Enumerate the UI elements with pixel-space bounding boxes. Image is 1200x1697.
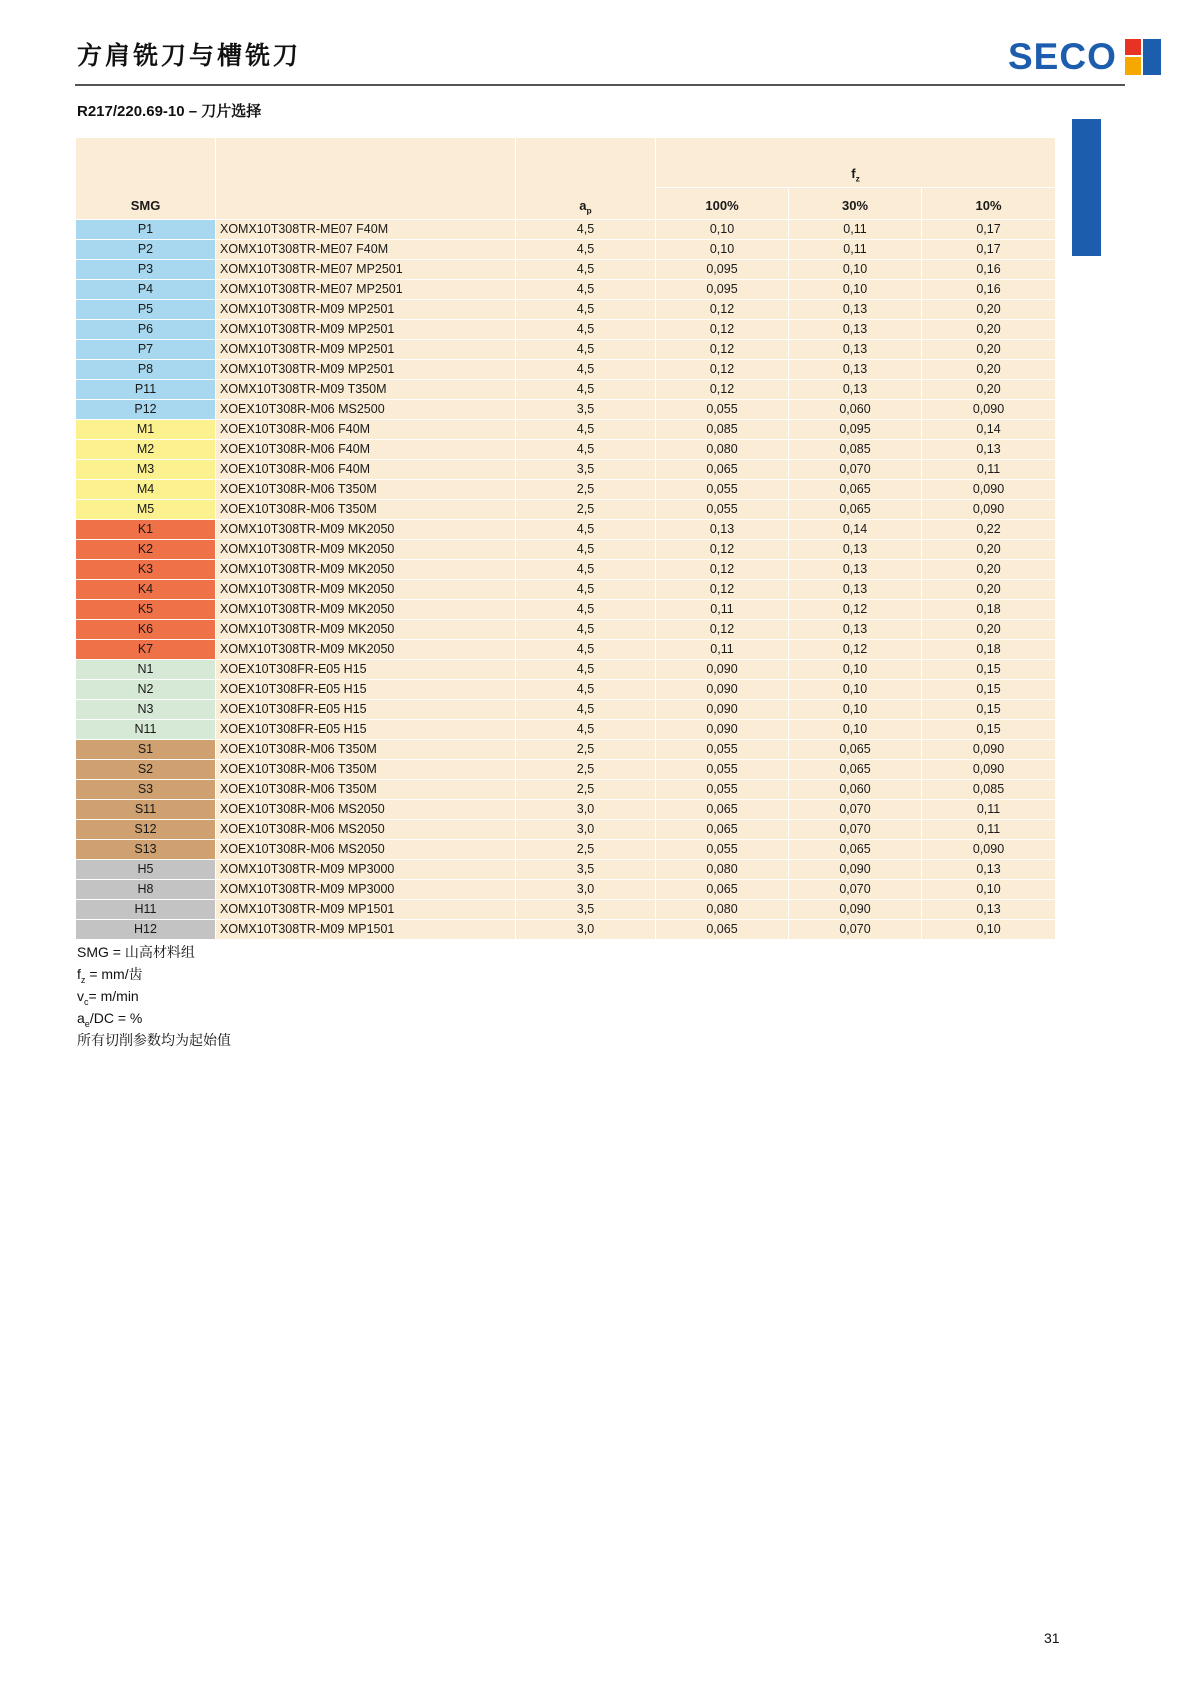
fz-100-cell: 0,090 [656, 680, 789, 700]
footnote-base: SMG [77, 944, 109, 960]
smg-cell: K5 [76, 600, 216, 620]
smg-cell: N3 [76, 700, 216, 720]
ap-header-sub: p [586, 205, 592, 216]
fz-10-cell: 0,090 [922, 740, 1056, 760]
ap-cell: 4,5 [516, 440, 656, 460]
fz-30-cell: 0,11 [789, 220, 922, 240]
ap-cell: 4,5 [516, 260, 656, 280]
fz-100-cell: 0,12 [656, 380, 789, 400]
fz-100-cell: 0,12 [656, 320, 789, 340]
table-row [76, 240, 1056, 260]
ap-cell: 4,5 [516, 600, 656, 620]
footnote-sub: e [84, 1018, 90, 1029]
footnote-line [77, 941, 231, 963]
smg-cell: P12 [76, 400, 216, 420]
ap-cell: 4,5 [516, 240, 656, 260]
ap-cell: 4,5 [516, 520, 656, 540]
insert-name-cell: XOEX10T308R-M06 MS2500 [216, 400, 516, 420]
fz-100-cell: 0,11 [656, 600, 789, 620]
smg-cell: M4 [76, 480, 216, 500]
ap-cell: 3,5 [516, 460, 656, 480]
header-divider [75, 84, 1125, 86]
table-row [76, 400, 1056, 420]
fz-10-cell: 0,17 [922, 240, 1056, 260]
seco-logo-mark-icon [1125, 39, 1161, 75]
fz-30-cell: 0,065 [789, 740, 922, 760]
fz-30-cell: 0,065 [789, 500, 922, 520]
fz-10-cell: 0,16 [922, 260, 1056, 280]
table-row [76, 860, 1056, 880]
fz-100-cell: 0,080 [656, 900, 789, 920]
fz-10-cell: 0,14 [922, 420, 1056, 440]
table-row [76, 780, 1056, 800]
fz-30-cell: 0,13 [789, 380, 922, 400]
fz-30-cell: 0,090 [789, 860, 922, 880]
smg-cell: P11 [76, 380, 216, 400]
table-row [76, 660, 1056, 680]
smg-column-header: SMG [76, 138, 216, 220]
ap-cell: 4,5 [516, 720, 656, 740]
smg-cell: K7 [76, 640, 216, 660]
footnote-rest: = 山高材料组 [108, 944, 195, 960]
footnote-rest: /DC = % [89, 1010, 143, 1026]
fz-10-cell: 0,22 [922, 520, 1056, 540]
fz-100-cell: 0,055 [656, 760, 789, 780]
fz-100-cell: 0,13 [656, 520, 789, 540]
fz-10-cell: 0,090 [922, 480, 1056, 500]
fz-10-cell: 0,15 [922, 660, 1056, 680]
smg-cell: K4 [76, 580, 216, 600]
ap-cell: 3,5 [516, 400, 656, 420]
fz-10-cell: 0,11 [922, 460, 1056, 480]
fz-10-cell: 0,090 [922, 760, 1056, 780]
fz-100-cell: 0,085 [656, 420, 789, 440]
fz-100-cell: 0,080 [656, 440, 789, 460]
fz-100-cell: 0,090 [656, 700, 789, 720]
smg-cell: H5 [76, 860, 216, 880]
fz-100-cell: 0,055 [656, 400, 789, 420]
fz-10-cell: 0,090 [922, 400, 1056, 420]
footnote-line [77, 963, 231, 985]
fz-30-cell: 0,065 [789, 840, 922, 860]
fz-100-cell: 0,065 [656, 820, 789, 840]
table-row [76, 560, 1056, 580]
smg-cell: P6 [76, 320, 216, 340]
ap-cell: 4,5 [516, 320, 656, 340]
ap-cell: 4,5 [516, 640, 656, 660]
fz-30-cell: 0,13 [789, 540, 922, 560]
fz-30-cell: 0,13 [789, 320, 922, 340]
table-row [76, 460, 1056, 480]
fz-100-cell: 0,055 [656, 500, 789, 520]
fz-10-cell: 0,13 [922, 440, 1056, 460]
fz-30-cell: 0,10 [789, 680, 922, 700]
table-row [76, 380, 1056, 400]
smg-cell: P4 [76, 280, 216, 300]
insert-name-cell: XOEX10T308R-M06 T350M [216, 500, 516, 520]
smg-cell: S13 [76, 840, 216, 860]
smg-cell: K2 [76, 540, 216, 560]
smg-cell: M2 [76, 440, 216, 460]
footnote-rest: = m/min [88, 988, 139, 1004]
fz-10-cell: 0,20 [922, 360, 1056, 380]
fz-100-cell: 0,12 [656, 300, 789, 320]
insert-name-cell: XOEX10T308R-M06 T350M [216, 740, 516, 760]
ap-cell: 2,5 [516, 480, 656, 500]
insert-name-cell: XOEX10T308R-M06 F40M [216, 420, 516, 440]
insert-table-body [76, 220, 1056, 940]
fz-30-cell: 0,065 [789, 760, 922, 780]
fz-10-cell: 0,20 [922, 380, 1056, 400]
fz-100-cell: 0,095 [656, 260, 789, 280]
fz-30-cell: 0,12 [789, 640, 922, 660]
insert-name-cell: XOMX10T308TR-M09 MK2050 [216, 560, 516, 580]
fz-10-cell: 0,16 [922, 280, 1056, 300]
ap-cell: 4,5 [516, 700, 656, 720]
smg-cell: P8 [76, 360, 216, 380]
insert-name-cell: XOMX10T308TR-ME07 MP2501 [216, 280, 516, 300]
table-row [76, 880, 1056, 900]
fz-10-cell: 0,11 [922, 820, 1056, 840]
insert-name-column-header [216, 138, 516, 220]
section-subtitle: R217/220.69-10 – 刀片选择 [77, 103, 262, 120]
fz-10-cell: 0,11 [922, 800, 1056, 820]
fz-30-cell: 0,13 [789, 360, 922, 380]
footnote-base: v [77, 988, 84, 1004]
insert-name-cell: XOMX10T308TR-M09 MP3000 [216, 880, 516, 900]
table-header-row-fz [76, 138, 1056, 188]
fz-30-cell: 0,085 [789, 440, 922, 460]
smg-cell: P1 [76, 220, 216, 240]
smg-cell: N1 [76, 660, 216, 680]
smg-cell: K1 [76, 520, 216, 540]
fz-30-cell: 0,11 [789, 240, 922, 260]
fz-10-cell: 0,20 [922, 560, 1056, 580]
footnote-base: a [77, 1010, 85, 1026]
insert-name-cell: XOMX10T308TR-M09 MK2050 [216, 580, 516, 600]
fz-100-cell: 0,12 [656, 540, 789, 560]
fz-100-cell: 0,065 [656, 880, 789, 900]
insert-name-cell: XOMX10T308TR-ME07 F40M [216, 240, 516, 260]
ap-cell: 3,0 [516, 880, 656, 900]
fz-10-cell: 0,10 [922, 920, 1056, 940]
fz-100-cell: 0,080 [656, 860, 789, 880]
insert-name-cell: XOEX10T308R-M06 F40M [216, 460, 516, 480]
ap-cell: 3,0 [516, 820, 656, 840]
insert-name-cell: XOMX10T308TR-M09 T350M [216, 380, 516, 400]
logo-mark-yellow-square [1125, 57, 1141, 75]
fz-10-cell: 0,20 [922, 620, 1056, 640]
fz-header-sub: z [855, 173, 860, 184]
smg-cell: H8 [76, 880, 216, 900]
fz-30-cell: 0,060 [789, 400, 922, 420]
ap-cell: 2,5 [516, 740, 656, 760]
table-row [76, 920, 1056, 940]
table-row [76, 740, 1056, 760]
ap-cell: 4,5 [516, 540, 656, 560]
table-row [76, 320, 1056, 340]
table-row [76, 360, 1056, 380]
table-row [76, 540, 1056, 560]
table-row [76, 220, 1056, 240]
footnote-rest: = mm/齿 [85, 966, 143, 982]
fz-30-cell: 0,13 [789, 340, 922, 360]
smg-cell: P7 [76, 340, 216, 360]
fz-100-cell: 0,11 [656, 640, 789, 660]
fz-30-cell: 0,10 [789, 700, 922, 720]
fz-10-cell: 0,18 [922, 600, 1056, 620]
fz-100-cell: 0,095 [656, 280, 789, 300]
fz-100-cell: 0,12 [656, 620, 789, 640]
insert-name-cell: XOMX10T308TR-M09 MK2050 [216, 540, 516, 560]
fz-10-cell: 0,13 [922, 900, 1056, 920]
insert-name-cell: XOMX10T308TR-M09 MP2501 [216, 320, 516, 340]
smg-cell: N11 [76, 720, 216, 740]
smg-cell: P2 [76, 240, 216, 260]
insert-name-cell: XOEX10T308R-M06 MS2050 [216, 820, 516, 840]
footnote-sub: c [84, 996, 89, 1007]
smg-cell: S11 [76, 800, 216, 820]
insert-name-cell: XOMX10T308TR-ME07 MP2501 [216, 260, 516, 280]
smg-cell: N2 [76, 680, 216, 700]
smg-cell: P5 [76, 300, 216, 320]
table-row [76, 620, 1056, 640]
seco-logo [1008, 38, 1161, 75]
pct-10-header: 10% [922, 188, 1056, 220]
fz-10-cell: 0,20 [922, 580, 1056, 600]
fz-30-cell: 0,060 [789, 780, 922, 800]
insert-name-cell: XOEX10T308R-M06 T350M [216, 780, 516, 800]
seco-wordmark: SECO [1008, 36, 1117, 77]
table-row [76, 440, 1056, 460]
ap-cell: 2,5 [516, 840, 656, 860]
insert-name-cell: XOMX10T308TR-M09 MK2050 [216, 600, 516, 620]
insert-name-cell: XOEX10T308FR-E05 H15 [216, 720, 516, 740]
fz-100-cell: 0,12 [656, 580, 789, 600]
footnote-line [77, 985, 231, 1007]
ap-cell: 4,5 [516, 220, 656, 240]
table-row [76, 340, 1056, 360]
ap-cell: 3,0 [516, 800, 656, 820]
fz-30-cell: 0,10 [789, 260, 922, 280]
ap-header-text: a [579, 198, 587, 214]
fz-10-cell: 0,17 [922, 220, 1056, 240]
fz-10-cell: 0,085 [922, 780, 1056, 800]
fz-group-header [656, 138, 1056, 188]
table-row [76, 720, 1056, 740]
fz-100-cell: 0,090 [656, 720, 789, 740]
ap-cell: 2,5 [516, 780, 656, 800]
fz-100-cell: 0,065 [656, 920, 789, 940]
ap-cell: 4,5 [516, 280, 656, 300]
insert-name-cell: XOMX10T308TR-M09 MP1501 [216, 900, 516, 920]
table-row [76, 600, 1056, 620]
table-row [76, 840, 1056, 860]
table-row [76, 800, 1056, 820]
table-row [76, 760, 1056, 780]
fz-100-cell: 0,055 [656, 740, 789, 760]
smg-cell: H12 [76, 920, 216, 940]
fz-30-cell: 0,065 [789, 480, 922, 500]
ap-cell: 4,5 [516, 580, 656, 600]
pct-100-header: 100% [656, 188, 789, 220]
fz-100-cell: 0,10 [656, 220, 789, 240]
insert-name-cell: XOMX10T308TR-M09 MP1501 [216, 920, 516, 940]
fz-10-cell: 0,15 [922, 700, 1056, 720]
ap-cell: 3,5 [516, 900, 656, 920]
fz-30-cell: 0,090 [789, 900, 922, 920]
table-row [76, 820, 1056, 840]
fz-100-cell: 0,12 [656, 560, 789, 580]
page-title: 方肩铣刀与槽铣刀 [77, 42, 302, 70]
insert-name-cell: XOMX10T308TR-M09 MK2050 [216, 520, 516, 540]
insert-name-cell: XOEX10T308FR-E05 H15 [216, 700, 516, 720]
table-row [76, 700, 1056, 720]
table-row [76, 900, 1056, 920]
smg-cell: K6 [76, 620, 216, 640]
insert-name-cell: XOMX10T308TR-M09 MP2501 [216, 360, 516, 380]
footnote-base: f [77, 966, 81, 982]
ap-cell: 3,5 [516, 860, 656, 880]
fz-10-cell: 0,10 [922, 880, 1056, 900]
footnote-sub: z [80, 974, 86, 985]
fz-30-cell: 0,095 [789, 420, 922, 440]
ap-cell: 4,5 [516, 620, 656, 640]
insert-name-cell: XOEX10T308FR-E05 H15 [216, 680, 516, 700]
insert-name-cell: XOEX10T308FR-E05 H15 [216, 660, 516, 680]
ap-cell: 4,5 [516, 380, 656, 400]
fz-100-cell: 0,12 [656, 340, 789, 360]
smg-cell: S3 [76, 780, 216, 800]
smg-cell: S12 [76, 820, 216, 840]
footnote-line [77, 1029, 231, 1051]
insert-name-cell: XOEX10T308R-M06 T350M [216, 480, 516, 500]
insert-name-cell: XOEX10T308R-M06 MS2050 [216, 800, 516, 820]
fz-100-cell: 0,055 [656, 840, 789, 860]
ap-cell: 4,5 [516, 560, 656, 580]
table-row [76, 420, 1056, 440]
fz-10-cell: 0,18 [922, 640, 1056, 660]
fz-30-cell: 0,13 [789, 580, 922, 600]
smg-cell: M3 [76, 460, 216, 480]
table-row [76, 500, 1056, 520]
fz-100-cell: 0,090 [656, 660, 789, 680]
fz-10-cell: 0,13 [922, 860, 1056, 880]
smg-cell: S1 [76, 740, 216, 760]
ap-column-header [516, 138, 656, 220]
table-row [76, 680, 1056, 700]
table-row [76, 300, 1056, 320]
chapter-tab [1072, 119, 1101, 256]
ap-cell: 4,5 [516, 660, 656, 680]
fz-100-cell: 0,065 [656, 800, 789, 820]
ap-cell: 2,5 [516, 500, 656, 520]
ap-cell: 4,5 [516, 680, 656, 700]
fz-30-cell: 0,10 [789, 720, 922, 740]
page-number: 31 [1044, 1630, 1060, 1646]
logo-mark-blue-bar [1143, 39, 1161, 75]
fz-10-cell: 0,090 [922, 500, 1056, 520]
smg-cell: K3 [76, 560, 216, 580]
table-row [76, 640, 1056, 660]
fz-100-cell: 0,10 [656, 240, 789, 260]
fz-10-cell: 0,20 [922, 320, 1056, 340]
smg-cell: M1 [76, 420, 216, 440]
insert-name-cell: XOMX10T308TR-ME07 F40M [216, 220, 516, 240]
fz-30-cell: 0,070 [789, 460, 922, 480]
smg-cell: H11 [76, 900, 216, 920]
table-row [76, 580, 1056, 600]
insert-name-cell: XOEX10T308R-M06 MS2050 [216, 840, 516, 860]
table-row [76, 260, 1056, 280]
fz-100-cell: 0,12 [656, 360, 789, 380]
fz-30-cell: 0,13 [789, 300, 922, 320]
insert-name-cell: XOMX10T308TR-M09 MK2050 [216, 640, 516, 660]
fz-10-cell: 0,090 [922, 840, 1056, 860]
table-row [76, 520, 1056, 540]
smg-cell: P3 [76, 260, 216, 280]
ap-cell: 4,5 [516, 360, 656, 380]
logo-mark-red-square [1125, 39, 1141, 55]
fz-30-cell: 0,10 [789, 660, 922, 680]
fz-10-cell: 0,20 [922, 340, 1056, 360]
fz-100-cell: 0,055 [656, 480, 789, 500]
table-row [76, 480, 1056, 500]
smg-cell: M5 [76, 500, 216, 520]
fz-10-cell: 0,15 [922, 680, 1056, 700]
fz-10-cell: 0,20 [922, 300, 1056, 320]
fz-100-cell: 0,055 [656, 780, 789, 800]
insert-name-cell: XOEX10T308R-M06 T350M [216, 760, 516, 780]
fz-30-cell: 0,070 [789, 800, 922, 820]
ap-cell: 4,5 [516, 340, 656, 360]
ap-cell: 3,0 [516, 920, 656, 940]
insert-name-cell: XOMX10T308TR-M09 MP3000 [216, 860, 516, 880]
insert-selection-table [75, 137, 1056, 940]
table-row [76, 280, 1056, 300]
footnote-base: 所有切削参数均为起始值 [77, 1032, 231, 1048]
pct-30-header: 30% [789, 188, 922, 220]
insert-name-cell: XOEX10T308R-M06 F40M [216, 440, 516, 460]
fz-30-cell: 0,070 [789, 880, 922, 900]
ap-cell: 4,5 [516, 300, 656, 320]
fz-30-cell: 0,070 [789, 820, 922, 840]
fz-30-cell: 0,14 [789, 520, 922, 540]
insert-name-cell: XOMX10T308TR-M09 MK2050 [216, 620, 516, 640]
footnotes [77, 941, 231, 1051]
fz-30-cell: 0,10 [789, 280, 922, 300]
fz-header-text: f [851, 166, 856, 182]
fz-10-cell: 0,15 [922, 720, 1056, 740]
insert-name-cell: XOMX10T308TR-M09 MP2501 [216, 300, 516, 320]
fz-30-cell: 0,12 [789, 600, 922, 620]
fz-10-cell: 0,20 [922, 540, 1056, 560]
ap-cell: 4,5 [516, 420, 656, 440]
fz-30-cell: 0,070 [789, 920, 922, 940]
footnote-line [77, 1007, 231, 1029]
fz-30-cell: 0,13 [789, 620, 922, 640]
smg-cell: S2 [76, 760, 216, 780]
fz-30-cell: 0,13 [789, 560, 922, 580]
fz-100-cell: 0,065 [656, 460, 789, 480]
ap-cell: 2,5 [516, 760, 656, 780]
insert-name-cell: XOMX10T308TR-M09 MP2501 [216, 340, 516, 360]
